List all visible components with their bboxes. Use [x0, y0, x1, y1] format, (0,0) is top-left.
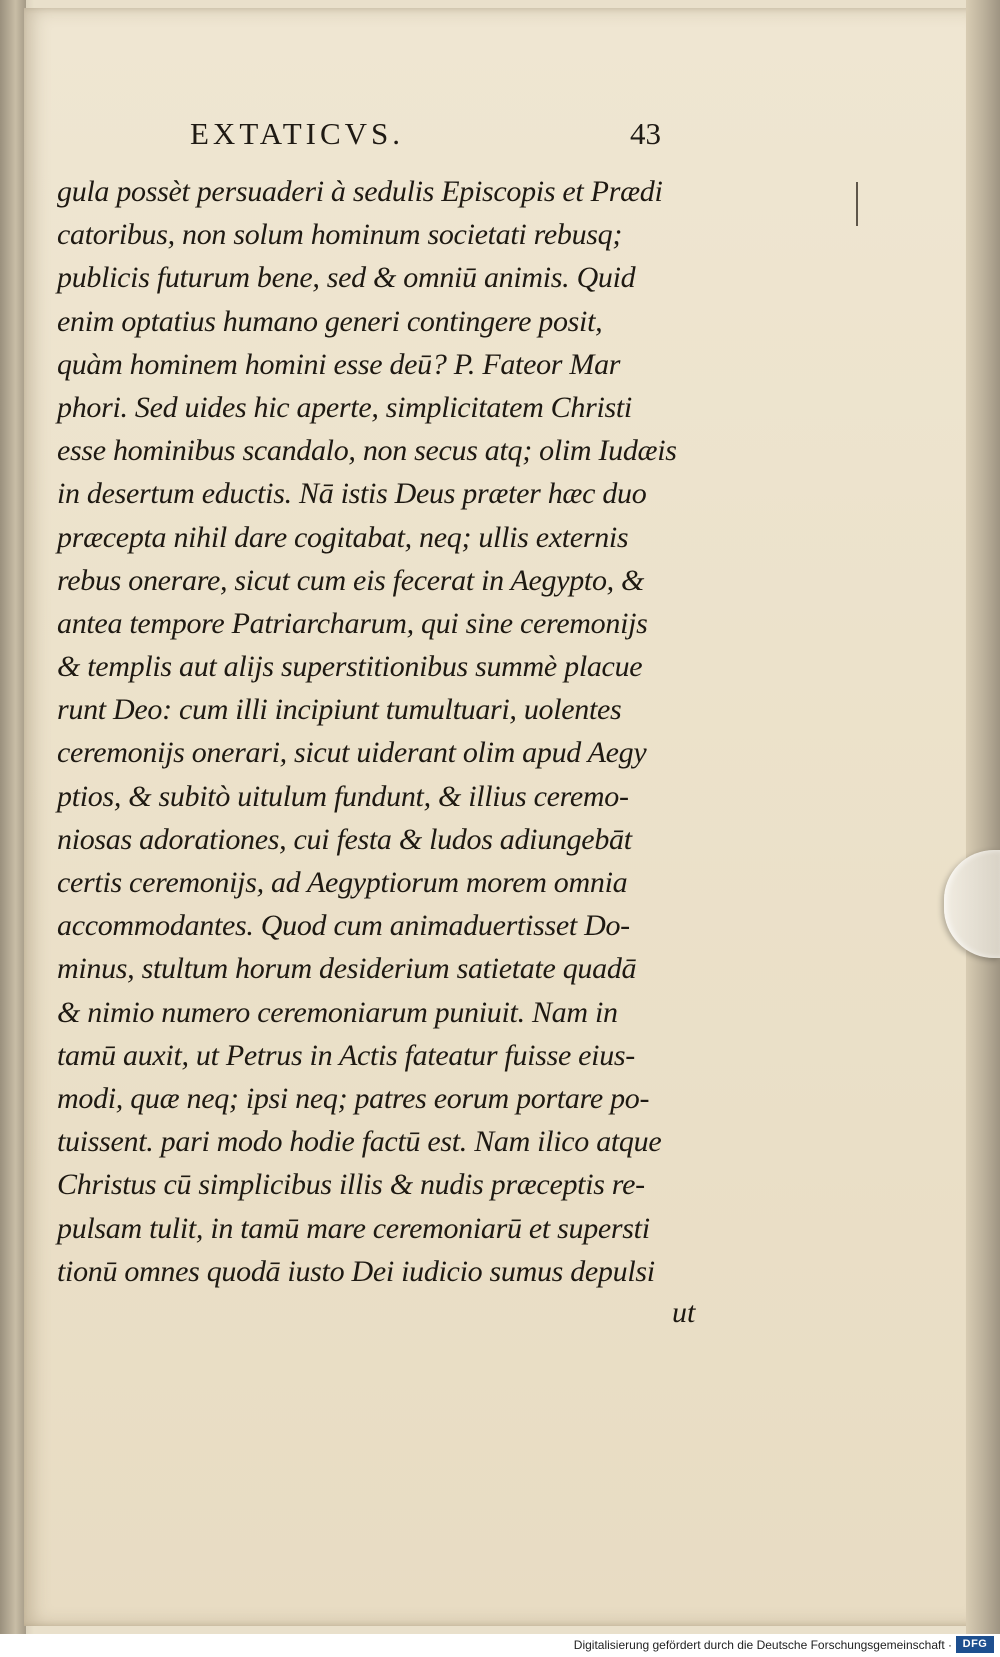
text-line: niosas adorationes, cui festa & ludos adiungebāt: [57, 822, 632, 856]
text-line: minus, stultum horum desiderium satietate quadā: [57, 952, 637, 986]
text-line: phori. Sed uides hic aperte, simplicitatem Christi: [57, 390, 632, 424]
text-line: & nimio numero ceremoniarum puniuit. Nam in: [57, 995, 618, 1029]
margin-mark: [856, 182, 858, 226]
text-line: præcepta nihil dare cogitabat, neq; ullis externis: [57, 520, 629, 554]
text-line: & templis aut alijs superstitionibus summè placue: [57, 650, 643, 684]
page-stack-edge: [966, 0, 1000, 1657]
text-line: tamū auxit, ut Petrus in Actis fateatur fuisse eius-: [57, 1038, 635, 1072]
catchword: ut: [672, 1296, 696, 1329]
dfg-logo: DFG: [956, 1636, 994, 1653]
text-line: accommodantes. Quod cum animaduertisset Do-: [57, 909, 630, 943]
text-line: esse hominibus scandalo, non secus atq; olim Iudæis: [57, 434, 677, 468]
text-line: ptios, & subitò uitulum fundunt, & illius ceremo-: [57, 779, 629, 813]
text-line: tuissent. pari modo hodie factū est. Nam ilico atque: [57, 1125, 662, 1159]
text-line: rebus onerare, sicut cum eis fecerat in Aegypto, &: [57, 563, 645, 597]
text-line: pulsam tulit, in tamū mare ceremoniarū et supersti: [57, 1211, 650, 1245]
text-line: modi, quæ neq; ipsi neq; patres eorum portare po-: [57, 1081, 650, 1115]
text-line: certis ceremonijs, ad Aegyptiorum morem omnia: [57, 866, 628, 899]
text-line: quàm hominem homini esse deū? P. Fateor Mar: [57, 347, 621, 381]
text-line: catoribus, non solum hominum societati rebusq;: [57, 218, 623, 252]
text-line: enim optatius humano generi contingere posit,: [57, 304, 603, 338]
text-line: Christus cū simplicibus illis & nudis præceptis re-: [57, 1168, 645, 1202]
text-line: antea tempore Patriarcharum, qui sine ceremonijs: [57, 606, 648, 640]
text-line: tionū omnes quodā iusto Dei iudicio sumus depulsi: [57, 1254, 655, 1288]
text-line: runt Deo: cum illi incipiunt tumultuari, uolentes: [57, 693, 622, 727]
text-line: in desertum eductis. Nā istis Deus præter hæc duo: [57, 477, 647, 511]
text-line: ceremonijs onerari, sicut uiderant olim apud Aegy: [57, 736, 647, 770]
funding-credit: Digitalisierung gefördert durch die Deutsche Forschungsgemeinschaft ·: [573, 1638, 952, 1652]
page-number: 43: [630, 116, 661, 151]
body-text: [57, 170, 697, 1293]
running-head: EXTATICVS.: [190, 116, 405, 151]
text-line: gula possèt persuaderi à sedulis Episcopis et Prædi: [57, 175, 663, 208]
previous-page-edge: [0, 0, 26, 1657]
text-line: publicis futurum bene, sed & omniū animis. Quid: [57, 261, 636, 295]
